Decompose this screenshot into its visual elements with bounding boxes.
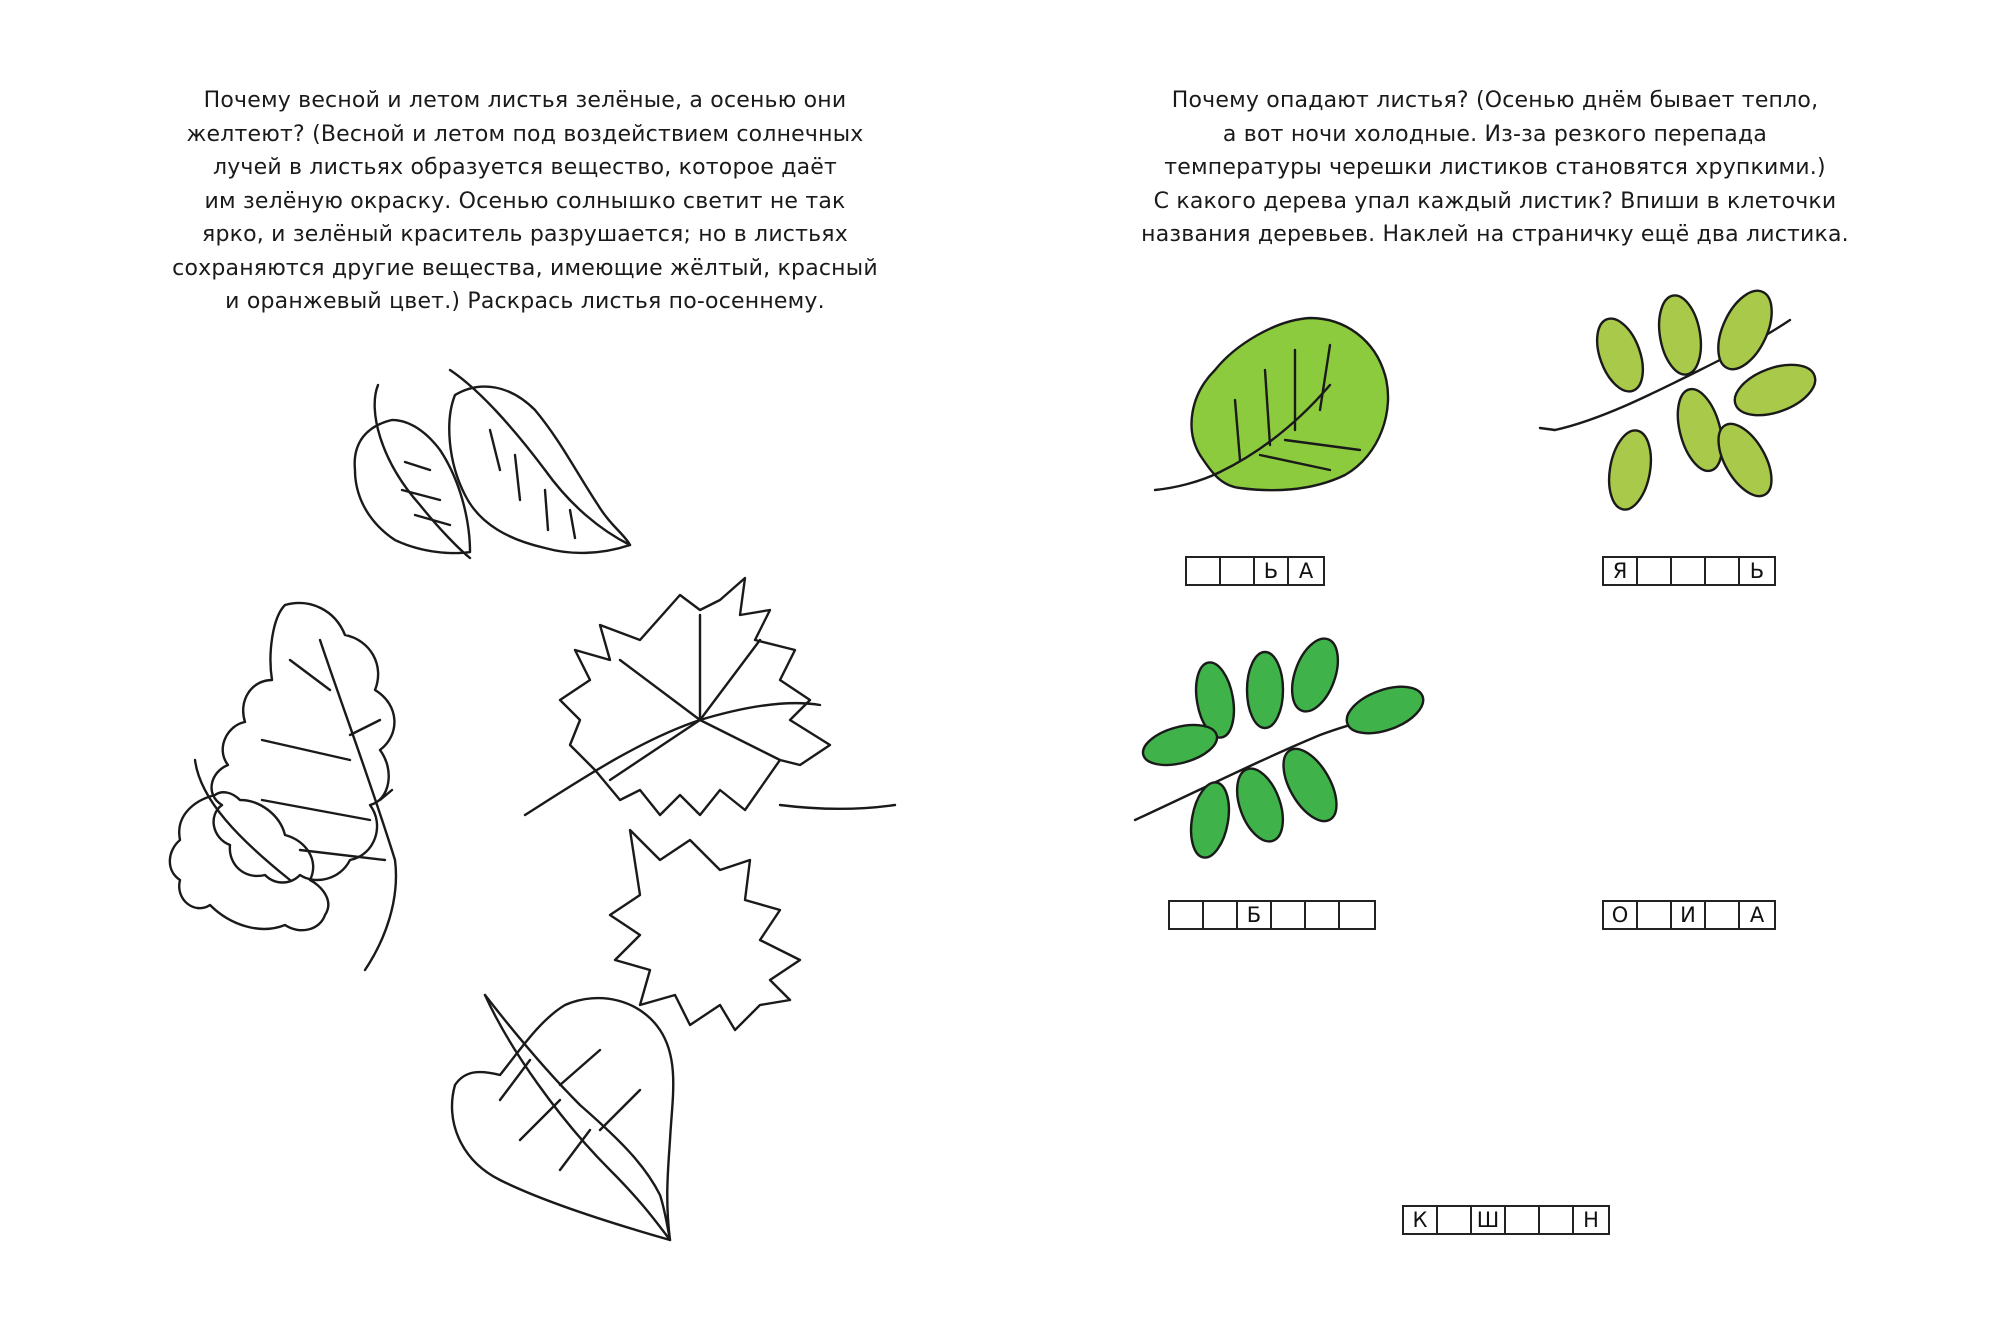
word-grid-aspen bbox=[1602, 900, 1776, 930]
birch-leaf-outline-front bbox=[449, 370, 630, 553]
paragraph-line: лучей в листьях образуется вещество, которое даёт bbox=[212, 155, 838, 180]
letter-cell[interactable]: И bbox=[1672, 902, 1706, 928]
rowan-leaf bbox=[1135, 632, 1429, 860]
letter-cell[interactable] bbox=[1340, 902, 1374, 928]
word-grid-ash bbox=[1602, 556, 1776, 586]
letter-cell[interactable] bbox=[1638, 902, 1672, 928]
paragraph-line: Почему весной и летом листья зелёные, а осенью они bbox=[203, 88, 847, 113]
oak-leaf-outline-back bbox=[170, 760, 328, 930]
letter-cell[interactable] bbox=[1706, 902, 1740, 928]
maple-leaf-outline bbox=[525, 578, 830, 815]
letter-cell[interactable] bbox=[1438, 1207, 1472, 1233]
birch-leaf-outline-back bbox=[355, 385, 470, 558]
letter-cell[interactable] bbox=[1170, 902, 1204, 928]
maple-leaf-outline-back bbox=[610, 805, 895, 1030]
letter-cell[interactable] bbox=[1204, 902, 1238, 928]
word-grid-alder bbox=[1185, 556, 1325, 586]
letter-cell[interactable] bbox=[1306, 902, 1340, 928]
letter-cell[interactable] bbox=[1672, 558, 1706, 584]
letter-cell[interactable] bbox=[1638, 558, 1672, 584]
paragraph-line: а вот ночи холодные. Из-за резкого перепада bbox=[1222, 121, 1768, 147]
ash-leaf bbox=[1540, 283, 1822, 513]
letter-cell[interactable]: К bbox=[1404, 1207, 1438, 1233]
oak-leaf-outline bbox=[212, 603, 396, 970]
letter-cell[interactable] bbox=[1506, 1207, 1540, 1233]
letter-cell[interactable]: Б bbox=[1238, 902, 1272, 928]
paragraph-line: им зелёную окраску. Осенью солнышко светит не так bbox=[204, 188, 846, 214]
letter-cell[interactable] bbox=[1706, 558, 1740, 584]
letter-cell[interactable] bbox=[1221, 558, 1255, 584]
letter-cell[interactable]: А bbox=[1749, 903, 1765, 927]
letter-cell[interactable]: Ь bbox=[1749, 559, 1765, 583]
letter-cell[interactable] bbox=[1540, 1207, 1574, 1233]
paragraph-line: сохраняются другие вещества, имеющие жёлтый, красный bbox=[172, 255, 878, 281]
letter-cell[interactable]: Я bbox=[1604, 558, 1638, 584]
letter-cell[interactable] bbox=[1187, 558, 1221, 584]
alder-leaf bbox=[1155, 318, 1388, 490]
linden-leaf-outline bbox=[452, 995, 673, 1240]
paragraph-line: ярко, и зелёный краситель разрушается; но в листьях bbox=[202, 222, 848, 247]
paragraph-line: желтеют? (Весной и летом под воздействием солнечных bbox=[186, 121, 864, 147]
letter-cell[interactable]: Ь bbox=[1255, 558, 1289, 584]
paragraph-line: Почему опадают листья? (Осенью днём бывает тепло, bbox=[1171, 88, 1819, 113]
letter-cell[interactable]: О bbox=[1604, 902, 1638, 928]
paragraph-line: названия деревьев. Наклей на страничку ещё два листика. bbox=[1141, 222, 1849, 247]
word-grid-rowan bbox=[1168, 900, 1376, 930]
letter-cell[interactable] bbox=[1272, 902, 1306, 928]
letter-cell[interactable]: А bbox=[1298, 559, 1314, 583]
letter-cell[interactable]: Ш bbox=[1472, 1207, 1506, 1233]
word-grid-chestnut bbox=[1402, 1205, 1610, 1235]
paragraph-line: и оранжевый цвет.) Раскрась листья по-осеннему. bbox=[225, 289, 825, 314]
paragraph-line: температуры черешки листиков становятся хрупкими.) bbox=[1164, 155, 1826, 180]
paragraph-line: С какого дерева упал каждый листик? Впиши в клеточки bbox=[1153, 188, 1837, 214]
letter-cell[interactable]: Н bbox=[1583, 1208, 1599, 1232]
